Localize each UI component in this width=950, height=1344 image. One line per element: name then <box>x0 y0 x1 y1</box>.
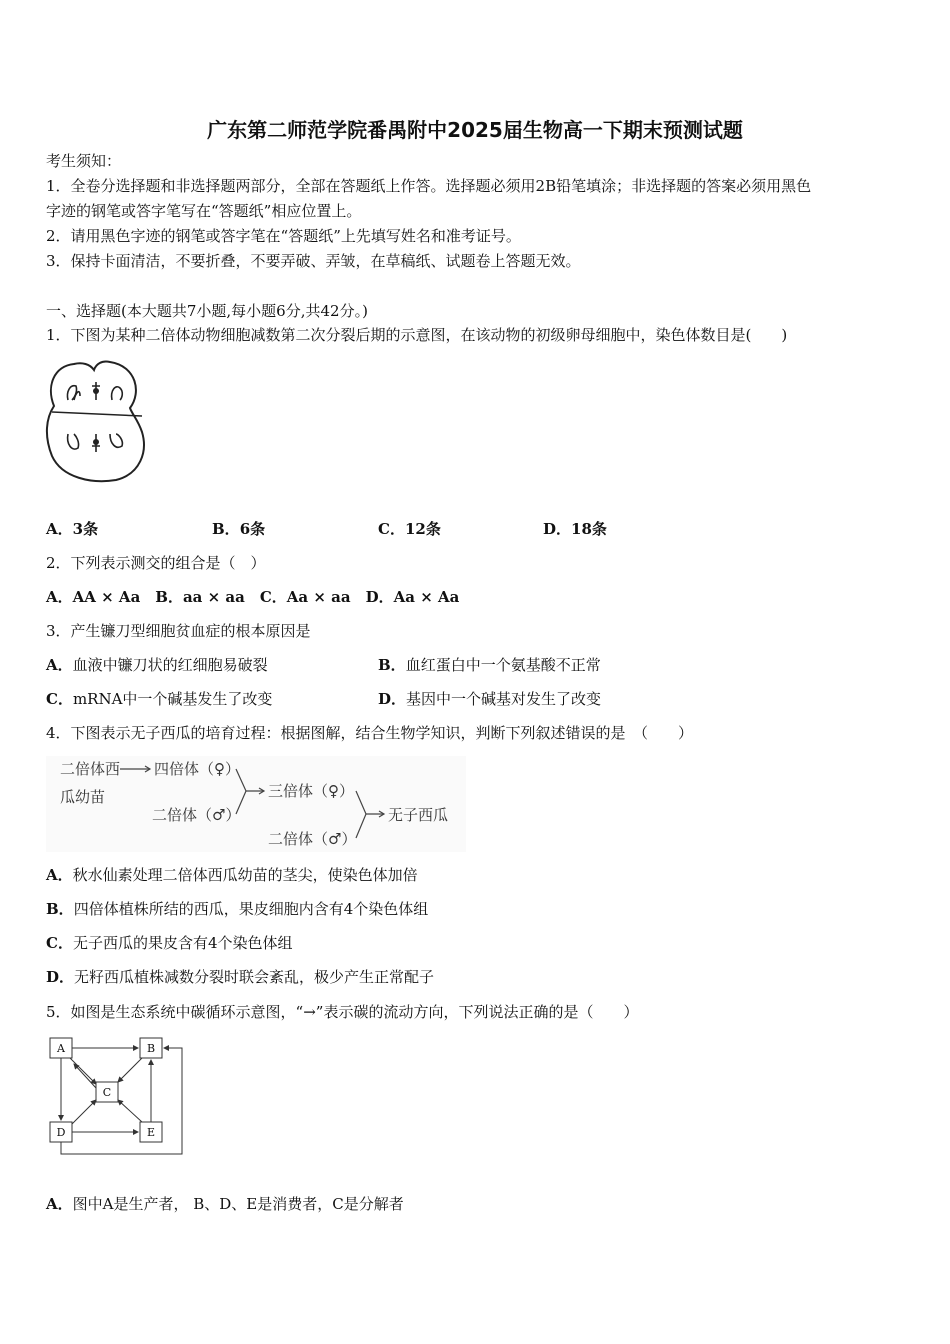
q4-option-c[interactable]: C．无子西瓜的果皮含有4个染色体组 <box>46 934 293 952</box>
q1-option-a[interactable]: A．3条 <box>46 520 99 538</box>
q3-option-a[interactable]: A．血液中镰刀状的红细胞易破裂 <box>46 656 268 674</box>
node-a: A <box>57 1042 65 1055</box>
q3-option-b[interactable]: B．血红蛋白中一个氨基酸不正常 <box>378 656 601 674</box>
carbon-cycle-diagram <box>46 1034 190 1158</box>
diagram-node-triploid: 三倍体（♀） <box>268 782 354 800</box>
q1-option-b[interactable]: B．6条 <box>212 520 266 538</box>
notice-item-2: 2．请用黑色字迹的钢笔或答字笔在“答题纸”上先填写姓名和准考证号。 <box>46 227 521 245</box>
q2-options[interactable]: A．AA × Aa B．aa × aa C．Aa × aa D．Aa × Aa <box>46 588 460 606</box>
diagram-node-diploid-male-2: 二倍体（♂） <box>268 830 357 848</box>
diagram-node-diploid-male: 二倍体（♂） <box>152 806 241 824</box>
notice-heading: 考生须知： <box>46 152 122 170</box>
q5-option-a[interactable]: A．图中A是生产者， B、D、E是消费者，C是分解者 <box>46 1195 404 1213</box>
diagram-node-seedless: 无子西瓜 <box>388 806 449 824</box>
question-3-stem: 3．产生镰刀型细胞贫血症的根本原因是 <box>46 622 311 640</box>
q1-option-c[interactable]: C．12条 <box>378 520 441 538</box>
question-1-stem: 1．下图为某种二倍体动物细胞减数第二次分裂后期的示意图，在该动物的初级卵母细胞中，染色体数目是( ) <box>46 326 788 344</box>
q3-option-d[interactable]: D．基因中一个碱基对发生了改变 <box>378 690 602 708</box>
question-5-stem: 5．如图是生态系统中碳循环示意图，“→”表示碳的流动方向，下列说法正确的是（ ） <box>46 1003 639 1021</box>
notice-item-1-cont: 字迹的钢笔或答字笔写在“答题纸”相应位置上。 <box>46 202 362 220</box>
node-b: B <box>146 1042 156 1055</box>
page-title: 广东第二师范学院番禺附中2025届生物高一下期末预测试题 <box>207 118 743 142</box>
q4-option-a[interactable]: A．秋水仙素处理二倍体西瓜幼苗的茎尖，使染色体加倍 <box>46 866 418 884</box>
section-heading: 一、选择题(本大题共7小题,每小题6分,共42分。) <box>46 302 368 320</box>
seedless-watermelon-diagram <box>46 756 466 852</box>
cell-division-diagram <box>44 356 148 486</box>
node-c: C <box>102 1086 112 1099</box>
q1-option-d[interactable]: D．18条 <box>543 520 607 538</box>
diagram-node-tetraploid: 四倍体（♀） <box>154 760 240 778</box>
q4-option-d[interactable]: D．无籽西瓜植株减数分裂时联会紊乱，极少产生正常配子 <box>46 968 435 986</box>
node-e: E <box>146 1126 156 1139</box>
q4-option-b[interactable]: B．四倍体植株所结的西瓜，果皮细胞内含有4个染色体组 <box>46 900 429 918</box>
node-d: D <box>56 1126 66 1139</box>
q3-option-c[interactable]: C．mRNA中一个碱基发生了改变 <box>46 690 273 708</box>
diagram-node-diploid-seedling-2: 瓜幼苗 <box>60 788 106 806</box>
notice-item-1: 1．全卷分选择题和非选择题两部分，全部在答题纸上作答。选择题必须用2B铅笔填涂；非选择题的答案必须用黑色 <box>46 177 812 195</box>
notice-item-3: 3．保持卡面清洁，不要折叠，不要弄破、弄皱，在草稿纸、试题卷上答题无效。 <box>46 252 581 270</box>
question-2-stem: 2．下列表示测交的组合是（ ） <box>46 554 266 572</box>
diagram-node-diploid-seedling: 二倍体西 <box>60 760 121 778</box>
question-4-stem: 4．下图表示无子西瓜的培育过程：根据图解，结合生物学知识，判断下列叙述错误的是 （ ） <box>46 724 694 742</box>
